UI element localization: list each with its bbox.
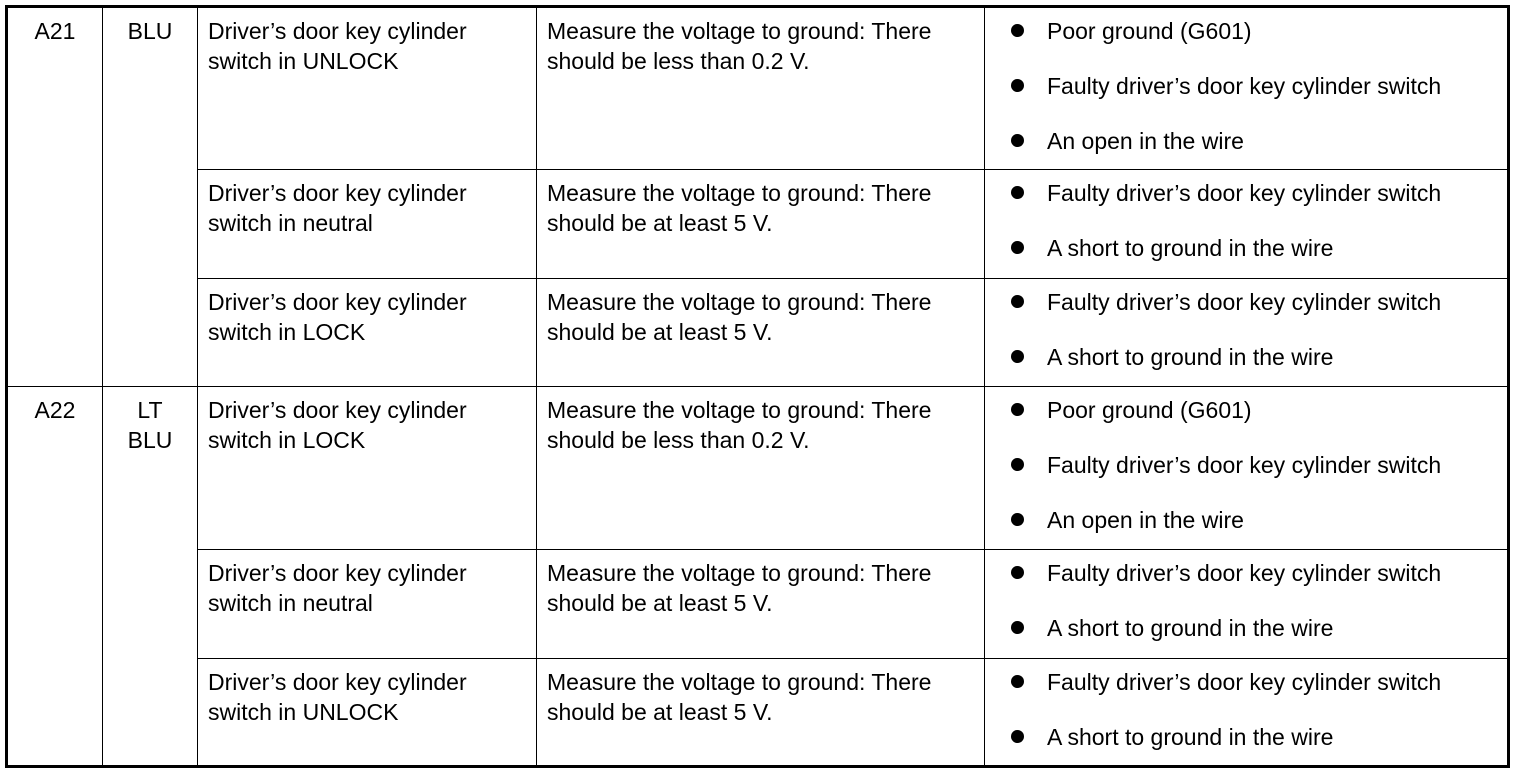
- terminal-label: A21: [34, 18, 76, 44]
- condition-text: Driver’s door key cylinder: [208, 669, 467, 695]
- condition-cell: [198, 7, 537, 170]
- cause-text: A short to ground in the wire: [1047, 344, 1334, 370]
- bullet-icon: [1011, 621, 1024, 634]
- spec-text: should be less than 0.2 V.: [547, 48, 810, 74]
- condition-text: switch in LOCK: [208, 427, 366, 453]
- possible-cause-cell: [985, 7, 1509, 170]
- spec-text: Measure the voltage to ground: There: [547, 18, 932, 44]
- bullet-icon: [1011, 458, 1024, 471]
- cause-item: [1011, 71, 1501, 101]
- possible-cause-cell: [985, 387, 1509, 550]
- cause-text: Faulty driver’s door key cylinder switch: [1047, 73, 1442, 99]
- spec-text: Measure the voltage to ground: There: [547, 180, 932, 206]
- bullet-icon: [1011, 186, 1024, 199]
- table-row: [7, 170, 1509, 279]
- cause-text: Faulty driver’s door key cylinder switch: [1047, 669, 1442, 695]
- cause-item: [1011, 178, 1501, 208]
- cause-text: A short to ground in the wire: [1047, 615, 1334, 641]
- cause-item: [1011, 287, 1501, 317]
- cause-item: [1011, 342, 1501, 372]
- bullet-icon: [1011, 350, 1024, 363]
- cause-item: [1011, 505, 1501, 535]
- condition-text: Driver’s door key cylinder: [208, 397, 467, 423]
- cause-item: [1011, 450, 1501, 480]
- table-row: [7, 550, 1509, 659]
- spec-cell: [537, 659, 985, 767]
- cause-list: [1011, 287, 1501, 372]
- possible-cause-cell: [985, 279, 1509, 387]
- condition-cell: [198, 387, 537, 550]
- spec-text: Measure the voltage to ground: There: [547, 289, 932, 315]
- cause-item: [1011, 126, 1501, 156]
- cause-item: [1011, 613, 1501, 643]
- possible-cause-cell: [985, 170, 1509, 279]
- cause-text: An open in the wire: [1047, 507, 1244, 533]
- spec-cell: [537, 387, 985, 550]
- cause-text: Poor ground (G601): [1047, 18, 1252, 44]
- cause-item: [1011, 395, 1501, 425]
- spec-cell: [537, 550, 985, 659]
- condition-text: Driver’s door key cylinder: [208, 289, 467, 315]
- spec-text: Measure the voltage to ground: There: [547, 397, 932, 423]
- condition-text: Driver’s door key cylinder: [208, 560, 467, 586]
- spec-text: should be at least 5 V.: [547, 590, 773, 616]
- condition-text: switch in neutral: [208, 210, 373, 236]
- cause-text: Poor ground (G601): [1047, 397, 1252, 423]
- wire-color-label: BLU: [127, 18, 173, 44]
- spec-text: should be at least 5 V.: [547, 319, 773, 345]
- wire-color-label: LT: [137, 397, 163, 423]
- bullet-icon: [1011, 675, 1024, 688]
- spec-text: should be less than 0.2 V.: [547, 427, 810, 453]
- condition-cell: [198, 170, 537, 279]
- spec-text: should be at least 5 V.: [547, 210, 773, 236]
- possible-cause-cell: [985, 550, 1509, 659]
- terminal-cell: [7, 7, 103, 387]
- condition-text: Driver’s door key cylinder: [208, 18, 467, 44]
- condition-cell: [198, 659, 537, 767]
- cause-text: A short to ground in the wire: [1047, 724, 1334, 750]
- table-row: [7, 7, 1509, 170]
- table-row: [7, 387, 1509, 550]
- condition-cell: [198, 279, 537, 387]
- cause-list: [1011, 178, 1501, 263]
- table-row: [7, 279, 1509, 387]
- possible-cause-cell: [985, 659, 1509, 767]
- cause-list: [1011, 558, 1501, 643]
- spec-cell: [537, 279, 985, 387]
- cause-item: [1011, 16, 1501, 46]
- condition-cell: [198, 550, 537, 659]
- spec-cell: [537, 170, 985, 279]
- condition-text: switch in UNLOCK: [208, 48, 399, 74]
- cause-text: Faulty driver’s door key cylinder switch: [1047, 452, 1442, 478]
- condition-text: Driver’s door key cylinder: [208, 180, 467, 206]
- spec-cell: [537, 7, 985, 170]
- bullet-icon: [1011, 730, 1024, 743]
- table-body: [7, 7, 1509, 767]
- cause-list: [1011, 395, 1501, 535]
- cause-text: Faulty driver’s door key cylinder switch: [1047, 560, 1442, 586]
- cause-item: [1011, 722, 1501, 752]
- cause-item: [1011, 667, 1501, 697]
- bullet-icon: [1011, 513, 1024, 526]
- terminal-label: A22: [34, 397, 76, 423]
- cause-text: Faulty driver’s door key cylinder switch: [1047, 289, 1442, 315]
- condition-text: switch in UNLOCK: [208, 699, 399, 725]
- condition-text: switch in neutral: [208, 590, 373, 616]
- bullet-icon: [1011, 134, 1024, 147]
- bullet-icon: [1011, 566, 1024, 579]
- table-row: [7, 659, 1509, 767]
- bullet-icon: [1011, 295, 1024, 308]
- wire-color-cell: [103, 7, 198, 387]
- cause-text: An open in the wire: [1047, 128, 1244, 154]
- wire-color-cell: [103, 387, 198, 767]
- cause-list: [1011, 16, 1501, 156]
- cause-item: [1011, 233, 1501, 263]
- bullet-icon: [1011, 79, 1024, 92]
- spec-text: should be at least 5 V.: [547, 699, 773, 725]
- terminal-cell: [7, 387, 103, 767]
- cause-text: Faulty driver’s door key cylinder switch: [1047, 180, 1442, 206]
- cause-item: [1011, 558, 1501, 588]
- bullet-icon: [1011, 24, 1024, 37]
- bullet-icon: [1011, 241, 1024, 254]
- spec-text: Measure the voltage to ground: There: [547, 560, 932, 586]
- bullet-icon: [1011, 403, 1024, 416]
- cause-text: A short to ground in the wire: [1047, 235, 1334, 261]
- cause-list: [1011, 667, 1501, 752]
- condition-text: switch in LOCK: [208, 319, 366, 345]
- spec-text: Measure the voltage to ground: There: [547, 669, 932, 695]
- wire-color-label: BLU: [127, 427, 173, 453]
- troubleshooting-table: [5, 5, 1510, 768]
